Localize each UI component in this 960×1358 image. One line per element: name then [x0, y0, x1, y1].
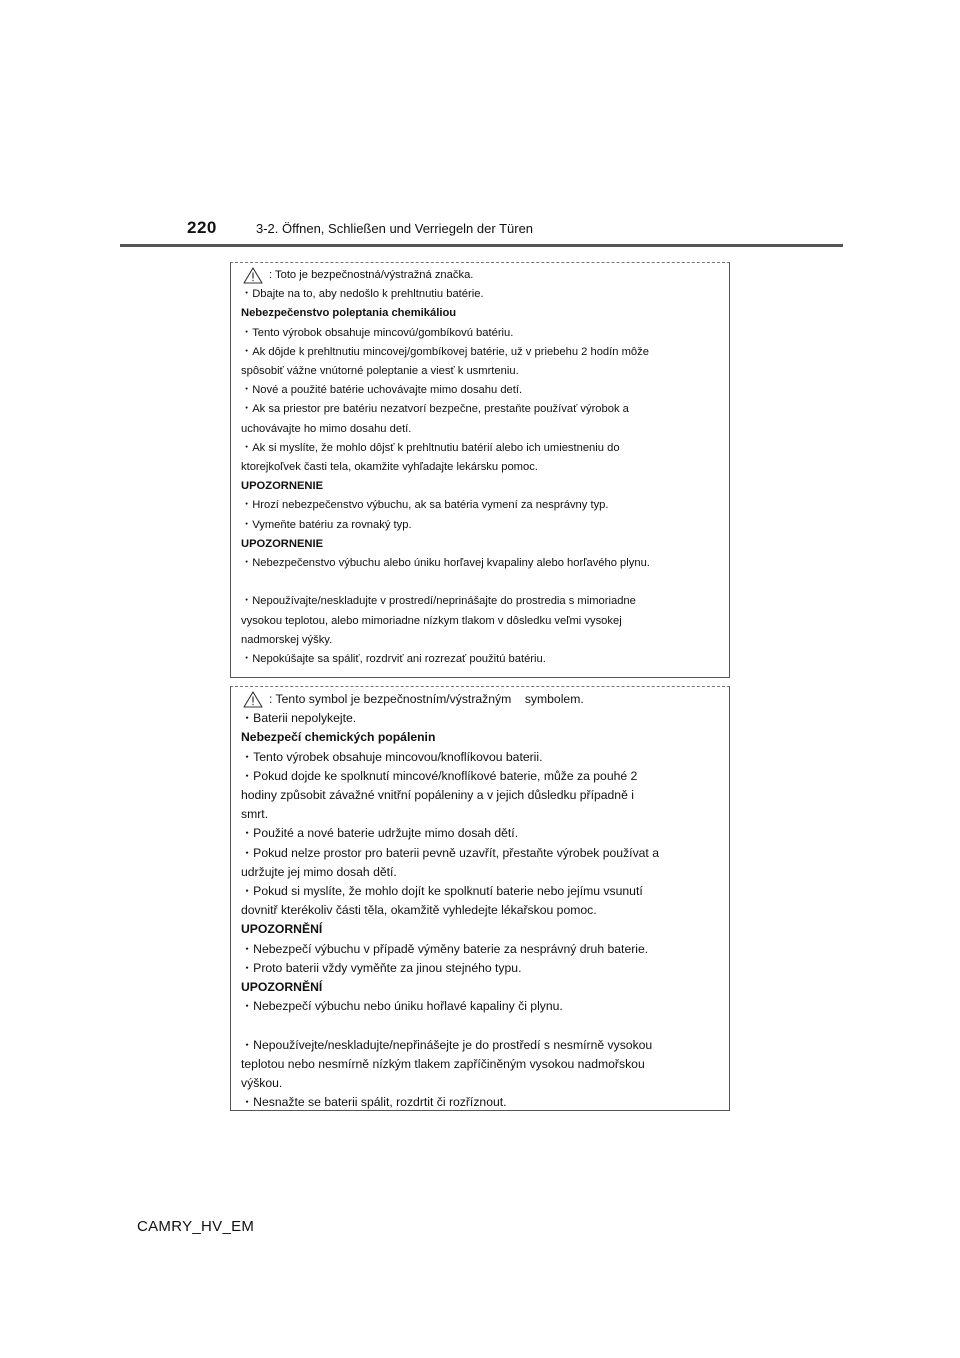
warning-line: [241, 266, 721, 285]
notice-line: ・Baterii nepolykejte.: [241, 711, 357, 726]
notice-line: ・Ak si myslíte, že mohlo dôjsť k prehltnutiu batérií alebo ich umiestneniu do: [241, 441, 620, 454]
header-rule: [120, 244, 843, 247]
notice-line: ・Pokud si myslíte, že mohlo dojít ke spolknutí baterie nebo jejímu vsunutí: [241, 884, 643, 899]
warning-line-text: : Tento symbol je bezpečnostním/výstražným symbolem.: [269, 692, 584, 706]
notice-line: ・Vymeňte batériu za rovnaký typ.: [241, 518, 412, 531]
notice-line: ・Nebezpečí výbuchu v případě výměny baterie za nesprávný druh baterie.: [241, 941, 649, 956]
notice-line: ・Nepoužívejte/neskladujte/nepřinášejte je do prostředí s nesmírně vysokou: [241, 1037, 653, 1052]
notice-line: ・Pokud dojde ke spolknutí mincové/knoflíkové baterie, může za pouhé 2: [241, 768, 638, 783]
notice-line: ktorejkoľvek časti tela, okamžite vyhľadajte lekársku pomoc.: [241, 461, 538, 474]
blank-line: [241, 1016, 721, 1035]
notice-line: ・Pokud nelze prostor pro baterii pevně uzavřít, přestaňte výrobek používat a: [241, 845, 659, 860]
notice-line: nadmorskej výšky.: [241, 633, 333, 646]
notice-line: ・Proto baterii vždy vyměňte za jinou stejného typu.: [241, 960, 522, 975]
notice-line: ・Tento výrobek obsahuje mincovou/knoflíkovou baterii.: [241, 749, 543, 764]
warning-line: [241, 690, 721, 709]
notice-line: ・Nové a použité batérie uchovávajte mimo dosahu detí.: [241, 384, 523, 397]
page-number: 220: [187, 218, 217, 237]
notice-line: ・Tento výrobok obsahuje mincovú/gombíkovú batériu.: [241, 326, 514, 339]
notice-line: spôsobiť vážne vnútorné poleptanie a viesť k usmrteniu.: [241, 365, 519, 378]
notice-heading: UPOZORNĚNÍ: [241, 980, 323, 995]
notice-line: uchovávajte ho mimo dosahu detí.: [241, 422, 412, 435]
notice-heading: UPOZORNĚNÍ: [241, 922, 323, 937]
notice-box-slovak: [230, 262, 730, 678]
notice-line: ・Dbajte na to, aby nedošlo k prehltnutiu batérie.: [241, 288, 484, 301]
notice-line: výškou.: [241, 1076, 283, 1091]
notice-line: hodiny způsobit závažné vnitřní popáleniny a v jejich důsledku případně i: [241, 788, 634, 803]
notice-line: ・Ak sa priestor pre batériu nezatvorí bezpečne, prestaňte používať výrobok a: [241, 403, 629, 416]
notice-line: ・Nebezpečenstvo výbuchu alebo úniku horľavej kvapaliny alebo horľavého plynu.: [241, 557, 650, 570]
notice-line: vysokou teplotou, alebo mimoriadne nízkym tlakom v dôsledku veľmi vysokej: [241, 614, 622, 627]
notice-line: ・Hrozí nebezpečenstvo výbuchu, ak sa batéria vymení za nesprávny typ.: [241, 499, 609, 512]
warning-triangle-icon: [243, 691, 263, 708]
notice-line: ・Ak dôjde k prehltnutiu mincovej/gombíkovej batérie, už v priebehu 2 hodín môže: [241, 345, 649, 358]
warning-triangle-icon: [243, 267, 263, 284]
notice-line: ・Nepokúšajte sa spáliť, rozdrviť ani rozrezať použitú batériu.: [241, 653, 546, 666]
warning-line-text: : Toto je bezpečnostná/výstražná značka.: [269, 269, 474, 281]
blank-line: [241, 573, 721, 592]
notice-line: udržujte jej mimo dosah dětí.: [241, 864, 397, 879]
notice-line: ・Nesnažte se baterii spálit, rozdrtit či rozříznout.: [241, 1095, 507, 1110]
notice-line: ・Použité a nové baterie udržujte mimo dosah dětí.: [241, 826, 519, 841]
footer-model-code: CAMRY_HV_EM: [137, 1218, 255, 1235]
notice-line: teplotou nebo nesmírně nízkým tlakem zapříčiněným vysokou nadmořskou: [241, 1056, 645, 1071]
notice-box-czech: [230, 686, 730, 1111]
notice-line: ・Nepoužívajte/neskladujte v prostredí/neprinášajte do prostredia s mimoriadne: [241, 595, 636, 608]
notice-line: smrt.: [241, 807, 269, 822]
notice-line: ・Nebezpečí výbuchu nebo úniku hořlavé kapaliny či plynu.: [241, 999, 563, 1014]
section-title: 3-2. Öffnen, Schließen und Verriegeln der Türen: [256, 221, 534, 236]
notice-heading: Nebezpečí chemických popálenin: [241, 730, 436, 745]
notice-heading: UPOZORNENIE: [241, 480, 324, 493]
notice-heading: Nebezpečenstvo poleptania chemikáliou: [241, 307, 457, 320]
notice-line: dovnitř kterékoliv části těla, okamžitě vyhledejte lékařskou pomoc.: [241, 903, 597, 918]
notice-heading: UPOZORNENIE: [241, 537, 324, 550]
